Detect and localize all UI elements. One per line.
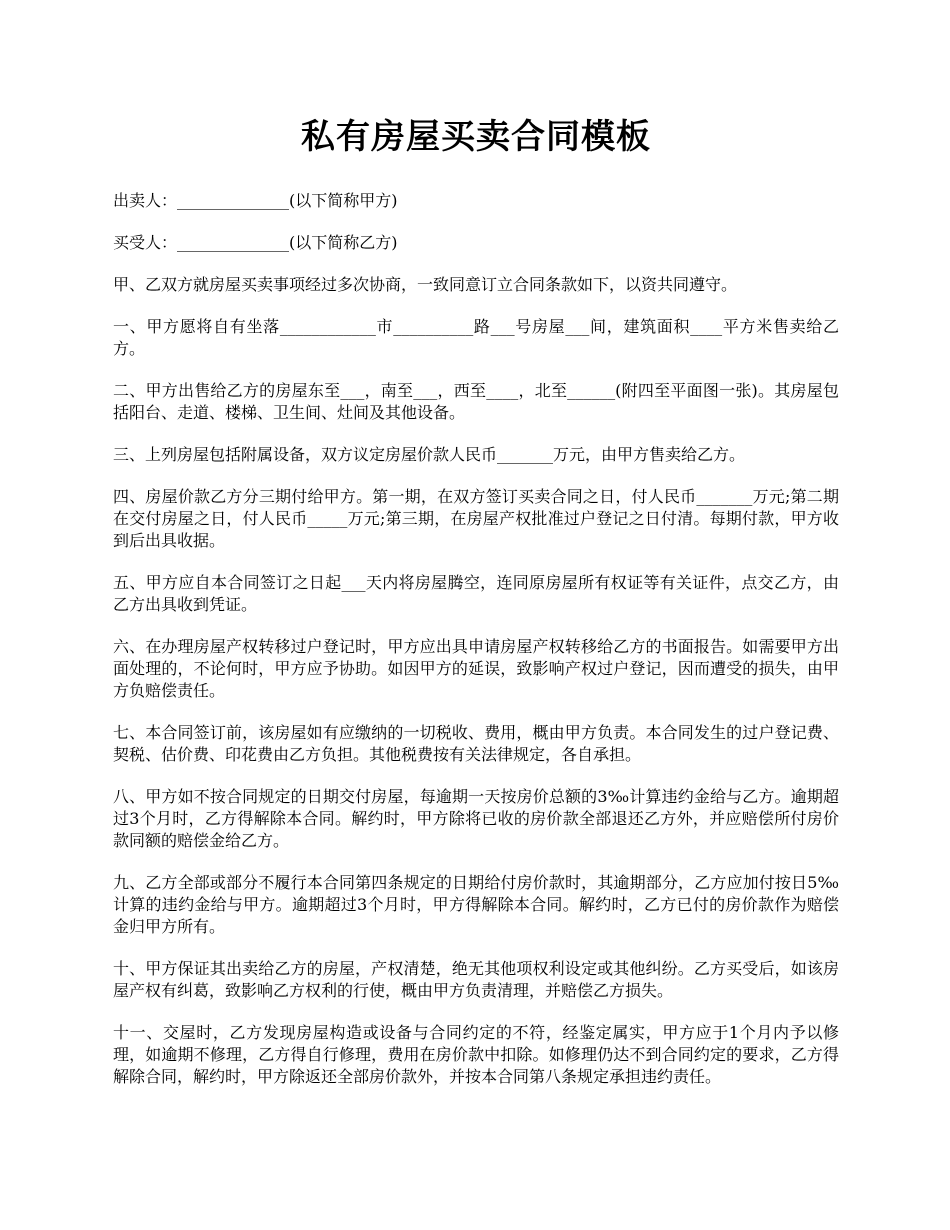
clause-10-paragraph: 十、甲方保证其出卖给乙方的房屋，产权清楚，绝无其他项权利设定或其他纠纷。乙方买受后，如该房屋产权有纠葛，致影响乙方权利的行使，概由甲方负责清理，并赔偿乙方损失。 xyxy=(113,959,839,1000)
document-page xyxy=(113,112,839,1108)
buyer-line: 买受人：______________(以下简称乙方) xyxy=(113,233,398,252)
clause-5-paragraph: 五、甲方应自本合同签订之日起___天内将房屋腾空，连同原房屋所有权证等有关证件，点交乙方，由乙方出具收到凭证。 xyxy=(113,573,839,614)
clause-9-paragraph: 九、乙方全部或部分不履行本合同第四条规定的日期给付房价款时，其逾期部分，乙方应加付按日5‰计算的违约金给与甲方。逾期超过3个月时，甲方得解除本合同。解约时，乙方已付的房价款作为赔偿金归甲方所有。 xyxy=(113,873,839,936)
clause-4-paragraph: 四、房屋价款乙方分三期付给甲方。第一期，在双方签订买卖合同之日，付人民币_______万元;第二期在交付房屋之日，付人民币_____万元;第三期，在房屋产权批准过户登记之日付清。每期付款，甲方收到后出具收据。 xyxy=(113,487,839,550)
preamble-paragraph: 甲、乙双方就房屋买卖事项经过多次协商，一致同意订立合同条款如下，以资共同遵守。 xyxy=(113,275,738,294)
document-title: 私有房屋买卖合同模板 xyxy=(301,117,651,157)
clause-2-paragraph: 二、甲方出售给乙方的房屋东至___，南至___，西至____，北至______(附四至平面图一张)。其房屋包括阳台、走道、楼梯、卫生间、灶间及其他设备。 xyxy=(113,381,839,422)
clause-11-paragraph: 十一、交屋时，乙方发现房屋构造或设备与合同约定的不符，经鉴定属实，甲方应于1个月内予以修理，如逾期不修理，乙方得自行修理，费用在房价款中扣除。如修理仍达不到合同约定的要求，乙方得解除合同，解约时，甲方除返还全部房价款外，并按本合同第八条规定承担违约责任。 xyxy=(113,1023,839,1086)
clause-3-paragraph: 三、上列房屋包括附属设备，双方议定房屋价款人民币_______万元，由甲方售卖给乙方。 xyxy=(113,445,746,464)
clause-8-paragraph: 八、甲方如不按合同规定的日期交付房屋，每逾期一天按房价总额的3‰计算违约金给与乙方。逾期超过3个月时，乙方得解除本合同。解约时，甲方除将已收的房价款全部退还乙方外，并应赔偿所付房价款同额的赔偿金给乙方。 xyxy=(113,787,839,850)
clause-1-paragraph: 一、甲方愿将自有坐落____________市__________路___号房屋___间，建筑面积____平方米售卖给乙方。 xyxy=(113,317,839,358)
seller-line: 出卖人：______________(以下简称甲方) xyxy=(113,191,398,210)
clause-7-paragraph: 七、本合同签订前，该房屋如有应缴纳的一切税收、费用，概由甲方负责。本合同发生的过户登记费、契税、估价费、印花费由乙方负担。其他税费按有关法律规定，各自承担。 xyxy=(113,723,839,764)
clause-6-paragraph: 六、在办理房屋产权转移过户登记时，甲方应出具申请房屋产权转移给乙方的书面报告。如需要甲方出面处理的，不论何时，甲方应予协助。如因甲方的延误，致影响产权过户登记，因而遭受的损失，由甲方负赔偿责任。 xyxy=(113,637,839,700)
